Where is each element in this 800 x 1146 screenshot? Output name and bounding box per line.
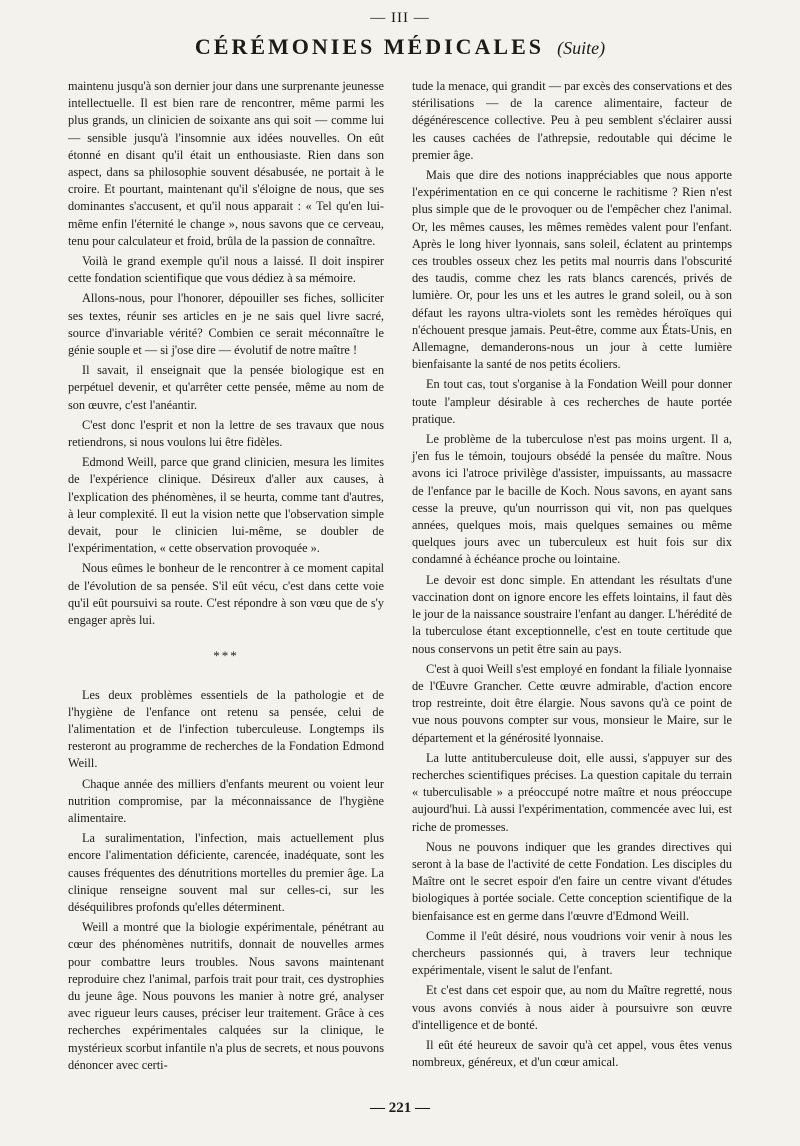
paragraph: Weill a montré que la biologie expérimentale, pénétrant au cœur des phénomènes nutritifs, donnait de nouvelles armes pour combattre leurs troubles. Nous savons maintenant reproduire chez l'animal, parfois trait pour trait, ces dystrophies du jeune âge. Nous pouvons les manier à notre gré, analyser avec rigueur leurs causes, préciser leur traitement. Grâce à ces recherches expérimentales calquées sur la clinique, le mystérieux scorbut infantile n'a plus de secrets, et nous pouvons dénoncer avec certi-	[68, 920, 384, 1072]
paragraph: La lutte antituberculeuse doit, elle aussi, s'appuyer sur des recherches scientifiques précises. La question capitale du terrain « tuberculisable » a préoccupé notre maître et nous préoccupe aujourd'hui. Là aussi l'expérimentation, commencée avec lui, est riche de promesses.	[412, 750, 732, 834]
section-separator: ***	[213, 648, 239, 664]
paragraph: Le problème de la tuberculose n'est pas moins urgent. Il a, j'en fus le témoin, toujours obsédé la pensée du maître. Nous avons ici l'atroce privilège d'assister, impuissants, au massacre de l'enfance par le bacille de Koch. Nous savons, en ayant sans cesse la preuve, qu'un nourrisson qui vit, non pas quelques années, quelques mois, mais quelques semaines ou même quelques jours avec un tuberculeux est huit fois sur dix condamné à échéance proche ou lointaine.	[412, 432, 732, 567]
paragraph: Comme il l'eût désiré, nous voudrions voir venir à nous les chercheurs passionnés qui, à travers leur technique expérimentale, visent le salut de l'enfant.	[412, 928, 732, 978]
paragraph: Mais que dire des notions inappréciables que nous apporte l'expérimentation en ce qui concerne le rachitisme ? Rien n'est plus simple que de le provoquer ou de l'empêcher chez l'animal. Or, les mêmes causes, les mêmes remèdes valent pour l'enfant. Après le long hiver lyonnais, sans soleil, éclatent au printemps ces troubles osseux chez les petits mal nourris dans l'obscurité des taudis, comme chez les rats blancs carencés, privés de lumière. Or, pour les uns et les autres le grand soleil, ou à son défaut les rayons ultra-violets sont les remèdes héroïques qui n'échouent presque jamais. Peut-être, comme aux États-Unis, en Allemagne, demanderons-nous un jour à cette lumière bienfaisante la santé de nos petits écoliers.	[412, 168, 732, 372]
paragraph: C'est à quoi Weill s'est employé en fondant la filiale lyonnaise de l'Œuvre Grancher. Cette œuvre admirable, d'action encore trop restreinte, doit être élargie. Nous savons qu'à ce point de vue nous pouvons compter sur vous, monsieur le Maire, sur le département et la générosité lyonnaise.	[412, 661, 732, 745]
paragraph: Allons-nous, pour l'honorer, dépouiller ses fiches, solliciter ses textes, réunir ses articles en je ne sais quel livre sacré, source d'invariable vérité? Combien ce serait méconnaître le génie souple et — si j'ose dire — évolutif de notre maître !	[68, 291, 384, 358]
paragraph: maintenu jusqu'à son dernier jour dans une surprenante jeunesse intellectuelle. Il est bien rare de rencontrer, même parmi les plus grands, un clinicien de soixante ans qui soit — comme lui — sensible jusqu'à l'insomnie aux idées nouvelles. On eût étonné en disant qu'il était un enthousiaste. Rien dans son aspect, dans sa philosophie souvent désabusée, ne portait à le croire. Et pourtant, maintenant qu'il s'éloigne de nous, que ses dominantes s'accusent, et qu'il nous apparait : « Tel qu'en lui-même enfin l'éternité le change », nous savons que ce cerveau, tenu pour calculateur et froid, brûla de la passion de connaître.	[68, 79, 384, 248]
paragraph: Il savait, il enseignait que la pensée biologique est en perpétuel devenir, et qu'arrêter cette pensée, même au nom de son œuvre, c'est l'anéantir.	[68, 363, 384, 412]
left-column	[68, 78, 384, 1077]
paragraph: Les deux problèmes essentiels de la pathologie et de l'hygiène de l'enfance ont retenu sa pensée, celui de l'alimentation et de l'infection tuberculeuse. Longtemps ils resteront au programme de recherches de la Fondation Edmond Weill.	[68, 687, 384, 771]
page-folio: — III —	[370, 10, 430, 26]
page-header	[0, 34, 800, 60]
paragraph: La suralimentation, l'infection, mais actuellement plus encore l'alimentation déficiente, carencée, inadéquate, sont les causes fréquentes des dénutritions mortelles du premier âge. La clinique renseigne souvent mal sur celles-ci, sur les déséquilibres profonds qu'elles déterminent.	[68, 831, 384, 914]
page-title: CÉRÉMONIES MÉDICALES	[194, 34, 545, 59]
paragraph: Et c'est dans cet espoir que, au nom du Maître regretté, nous vous avons conviés à nous aider à poursuivre son œuvre d'intelligence et de bonté.	[412, 983, 732, 1032]
paragraph: Il eût été heureux de savoir qu'à cet appel, vous êtes venus nombreux, généreux, et d'un cœur amical.	[412, 1037, 732, 1070]
paragraph: Le devoir est donc simple. En attendant les résultats d'une vaccination dont on ignore encore les effets lointains, il faut dès le jour de la naissance soustraire l'enfant au danger. L'hérédité de la tuberculose étant exceptionnelle, c'est en toute certitude que nous conservons un petit être sain au pays.	[412, 572, 732, 656]
paragraph: Nous eûmes le bonheur de le rencontrer à ce moment capital de l'évolution de sa pensée. S'il eût vécu, c'est dans cette voie qu'il eût poursuivi sa route. C'est répondre à son vœu que de s'y engager après lui.	[68, 561, 384, 628]
paragraph: En tout cas, tout s'organise à la Fondation Weill pour donner toute l'ampleur désirable à ces recherches de haute portée pratique.	[412, 377, 732, 426]
page-number: — 221 —	[370, 1100, 430, 1116]
paragraph: Edmond Weill, parce que grand clinicien, mesura les limites de l'expérience clinique. Désireux d'aller aux causes, à l'explication des phénomènes, il se heurta, comme tant d'autres, à leur complexité. Il eut la vision nette que l'observation simple devait, pour le clinicien lui-même, se doubler de l'expérimentation, « cette observation provoquée ».	[68, 455, 384, 556]
paragraph: Voilà le grand exemple qu'il nous a laissé. Il doit inspirer cette fondation scientifique que vous dédiez à sa mémoire.	[68, 254, 384, 286]
right-column	[412, 78, 732, 1074]
page-subtitle: (Suite)	[557, 38, 606, 58]
paragraph: tude la menace, qui grandit — par excès des conservations et des stérilisations — de la carence alimentaire, facteur de dégénérescence collective. Peu à peu semblent s'éclairer aussi les causes cachées de l'athrepsie, redoutable qui décime le premier âge.	[412, 79, 732, 162]
paragraph: C'est donc l'esprit et non la lettre de ses travaux que nous retiendrons, si nous voulons lui être fidèles.	[68, 417, 384, 450]
paragraph: Nous ne pouvons indiquer que les grandes directives qui seront à la base de l'activité de cette Fondation. Les disciples du Maître ont le secret espoir d'en faire un centre vivant d'études biologiques à portée sociale. Cette conception scientifique de la bienfaisance est en germe dans l'œuvre d'Edmond Weill.	[412, 839, 732, 923]
paragraph: Chaque année des milliers d'enfants meurent ou voient leur nutrition compromise, par la méconnaissance de l'hygiène alimentaire.	[68, 776, 384, 825]
